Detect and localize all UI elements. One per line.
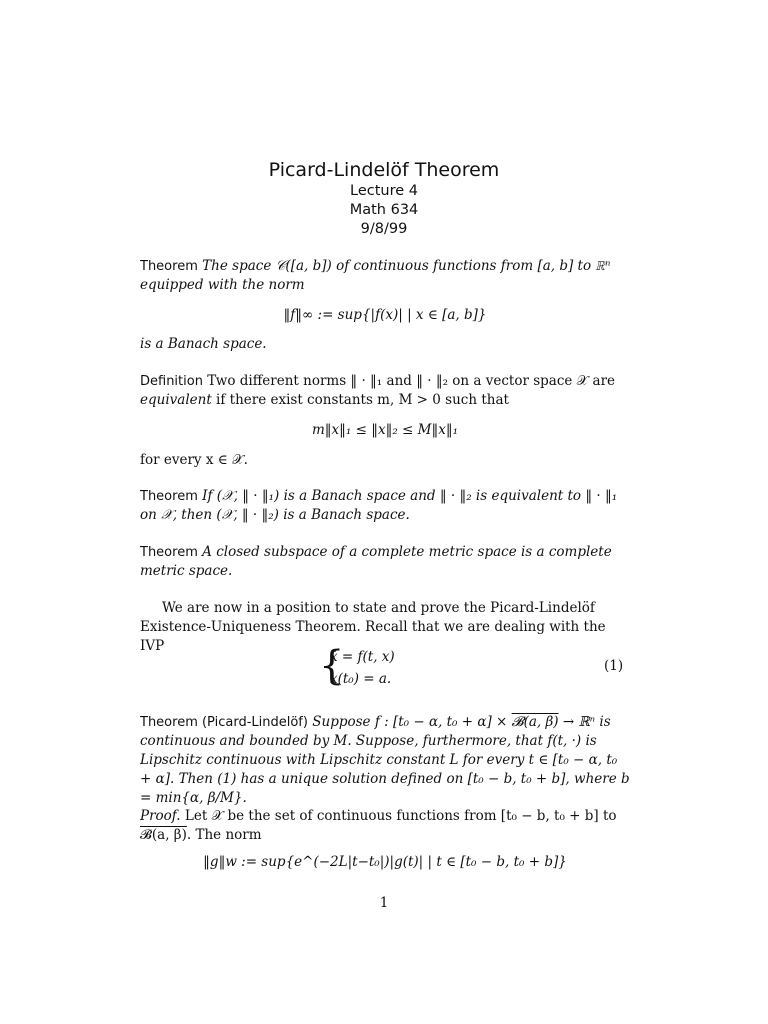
- proof-text-a: Let 𝒳 be the set of continuous functions from [t₀ − b, t₀ + b] to: [184, 808, 617, 824]
- theorem-1-equation: ‖f‖∞ := sup{|f(x)| | x ∈ [a, b]}: [283, 307, 487, 323]
- ivp-line-1: ẋ = f(t, x): [330, 649, 395, 665]
- theorem-1-text: The space 𝒞([a, b]) of continuous functions from [a, b] to ℝⁿ equipped with the norm: [140, 258, 611, 293]
- weighted-norm-equation: ‖g‖w := sup{e^(−2L|t−t₀|)|g(t)| | t ∈ [t₀ − b, t₀ + b]}: [203, 854, 567, 870]
- intro-paragraph: We are now in a position to state and prove the Picard-Lindelöf Existence-Uniqueness Theorem. Recall that we are dealing with the IVP: [140, 600, 606, 654]
- course-label: Math 634: [349, 202, 419, 218]
- definition-text-end: if there exist constants m, M > 0 such that: [216, 392, 509, 408]
- theorem-2-text: If (𝒳, ‖ · ‖₁) is a Banach space and ‖ · ‖₂ is equivalent to ‖ · ‖₁ on 𝒳, then (𝒳, ‖ · ‖₂) is a Banach space.: [140, 488, 618, 523]
- theorem-2-label: Theorem: [140, 489, 198, 504]
- title-block: [0, 158, 768, 239]
- theorem-4-text-b: → ℝⁿ is continuous and bounded by M. Suppose, furthermore, that f(t, ·) is Lipschitz continuous with Lipschitz constant L for every t ∈ [t₀ − α, t₀ + α]. Then (1) has a unique solution defined on [t₀ − b, t₀ + b], where b = min{α, β/M}.: [140, 714, 630, 806]
- definition-text-start: Two different norms ‖ · ‖₁ and ‖ · ‖₂ on a vector space 𝒳 are: [207, 373, 616, 389]
- theorem-1: [140, 257, 630, 295]
- closed-ball-symbol: 𝓑(a, β): [511, 714, 559, 730]
- theorem-3-label: Theorem: [140, 545, 198, 560]
- definition-equation: m‖x‖₁ ≤ ‖x‖₂ ≤ M‖x‖₁: [312, 422, 458, 438]
- theorem-picard-lindelof: [140, 713, 630, 808]
- proof: [140, 807, 630, 845]
- theorem-1-after: is a Banach space.: [140, 336, 267, 352]
- theorem-1-label: Theorem: [140, 259, 198, 274]
- definition-label: Definition: [140, 374, 203, 389]
- brace-glyph: {: [319, 643, 345, 689]
- definition: [140, 372, 630, 410]
- proof-text-b: . The norm: [186, 827, 262, 843]
- equation-number: (1): [604, 658, 624, 674]
- definition-after: for every x ∈ 𝒳.: [140, 452, 248, 468]
- proof-ball-symbol: 𝓑(a, β): [140, 827, 187, 843]
- definition-equivalent: equivalent: [140, 392, 212, 408]
- theorem-4-text-a: Suppose f : [t₀ − α, t₀ + α] ×: [312, 714, 512, 730]
- theorem-3: [140, 543, 630, 581]
- page-number: 1: [379, 895, 389, 911]
- theorem-3-text: A closed subspace of a complete metric space is a complete metric space.: [140, 544, 612, 579]
- date-label: 9/8/99: [360, 221, 408, 237]
- ivp-line-2: x(t₀) = a.: [330, 671, 392, 687]
- page-title: Picard-Lindelöf Theorem: [268, 159, 500, 181]
- theorem-4-label: Theorem (Picard-Lindelöf): [140, 715, 308, 730]
- lecture-label: Lecture 4: [350, 183, 418, 199]
- proof-label: Proof.: [140, 808, 181, 824]
- ivp-system: [319, 643, 395, 690]
- theorem-2: [140, 487, 630, 525]
